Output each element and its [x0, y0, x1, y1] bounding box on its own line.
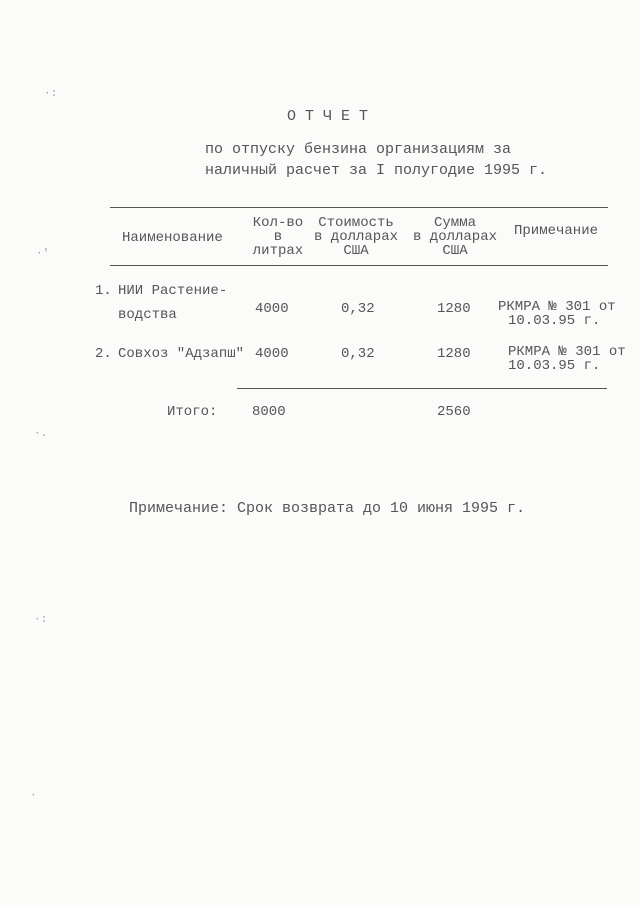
column-header-sum-line-2: в долларах [412, 229, 497, 245]
column-header-sum-line-1: Сумма [433, 215, 476, 231]
column-header-qty-line-2: в [273, 229, 283, 245]
column-header-name: Наименование [122, 230, 223, 246]
scan-speck: ·: [44, 88, 58, 100]
column-header-price-line-1: Стоимость [318, 215, 394, 231]
total-label: Итого: [167, 404, 218, 420]
scan-speck: ·. [34, 428, 48, 440]
column-header-sum [412, 216, 498, 258]
subtitle-line-2: наличный расчет за I полугодие 1995 г. [205, 162, 548, 179]
total-qty: 8000 [252, 404, 286, 420]
row-1-price: 0,32 [341, 301, 375, 317]
column-header-price-line-2: в долларах [313, 229, 398, 245]
row-2-sum: 1280 [437, 346, 471, 362]
scan-speck: · [30, 790, 37, 802]
row-2-price: 0,32 [341, 346, 375, 362]
scan-speck: ·' [36, 248, 50, 260]
row-2-note-line-2: 10.03.95 г. [508, 358, 601, 374]
column-header-price [310, 216, 402, 258]
column-header-sum-line-3: США [442, 243, 468, 259]
row-1-number: 1. [95, 283, 112, 299]
table-top-rule [110, 207, 608, 208]
column-header-price-line-3: США [343, 243, 369, 259]
footnote: Примечание: Срок возврата до 10 июня 1995 г. [129, 500, 526, 517]
document-title: ОТЧЕТ [286, 108, 377, 125]
column-header-qty-line-3: литрах [252, 243, 304, 259]
table-header-rule [110, 265, 608, 266]
row-1-qty: 4000 [255, 301, 289, 317]
row-2-note [508, 345, 626, 373]
row-1-note [498, 300, 616, 328]
row-1-name [118, 284, 227, 322]
row-2-name: Совхоз "Адзапш" [118, 346, 245, 362]
scan-speck: ·: [34, 614, 48, 626]
total-rule [237, 388, 607, 389]
row-1-sum: 1280 [437, 301, 471, 317]
row-1-name-line-1: НИИ Растение- [118, 283, 228, 299]
row-1-note-line-2: 10.03.95 г. [508, 313, 601, 329]
column-header-qty-line-1: Кол-во [252, 215, 304, 231]
total-sum: 2560 [437, 404, 471, 420]
row-1-name-line-2: водства [118, 307, 177, 323]
row-2-note-line-1: РКМРА № 301 от [508, 344, 626, 360]
row-1-note-line-1: РКМРА № 301 от [498, 299, 616, 315]
column-header-qty [250, 216, 306, 258]
subtitle-line-1: по отпуску бензина организациям за [205, 141, 512, 158]
row-2-qty: 4000 [255, 346, 289, 362]
column-header-note: Примечание [514, 223, 599, 239]
row-2-number: 2. [95, 346, 112, 362]
